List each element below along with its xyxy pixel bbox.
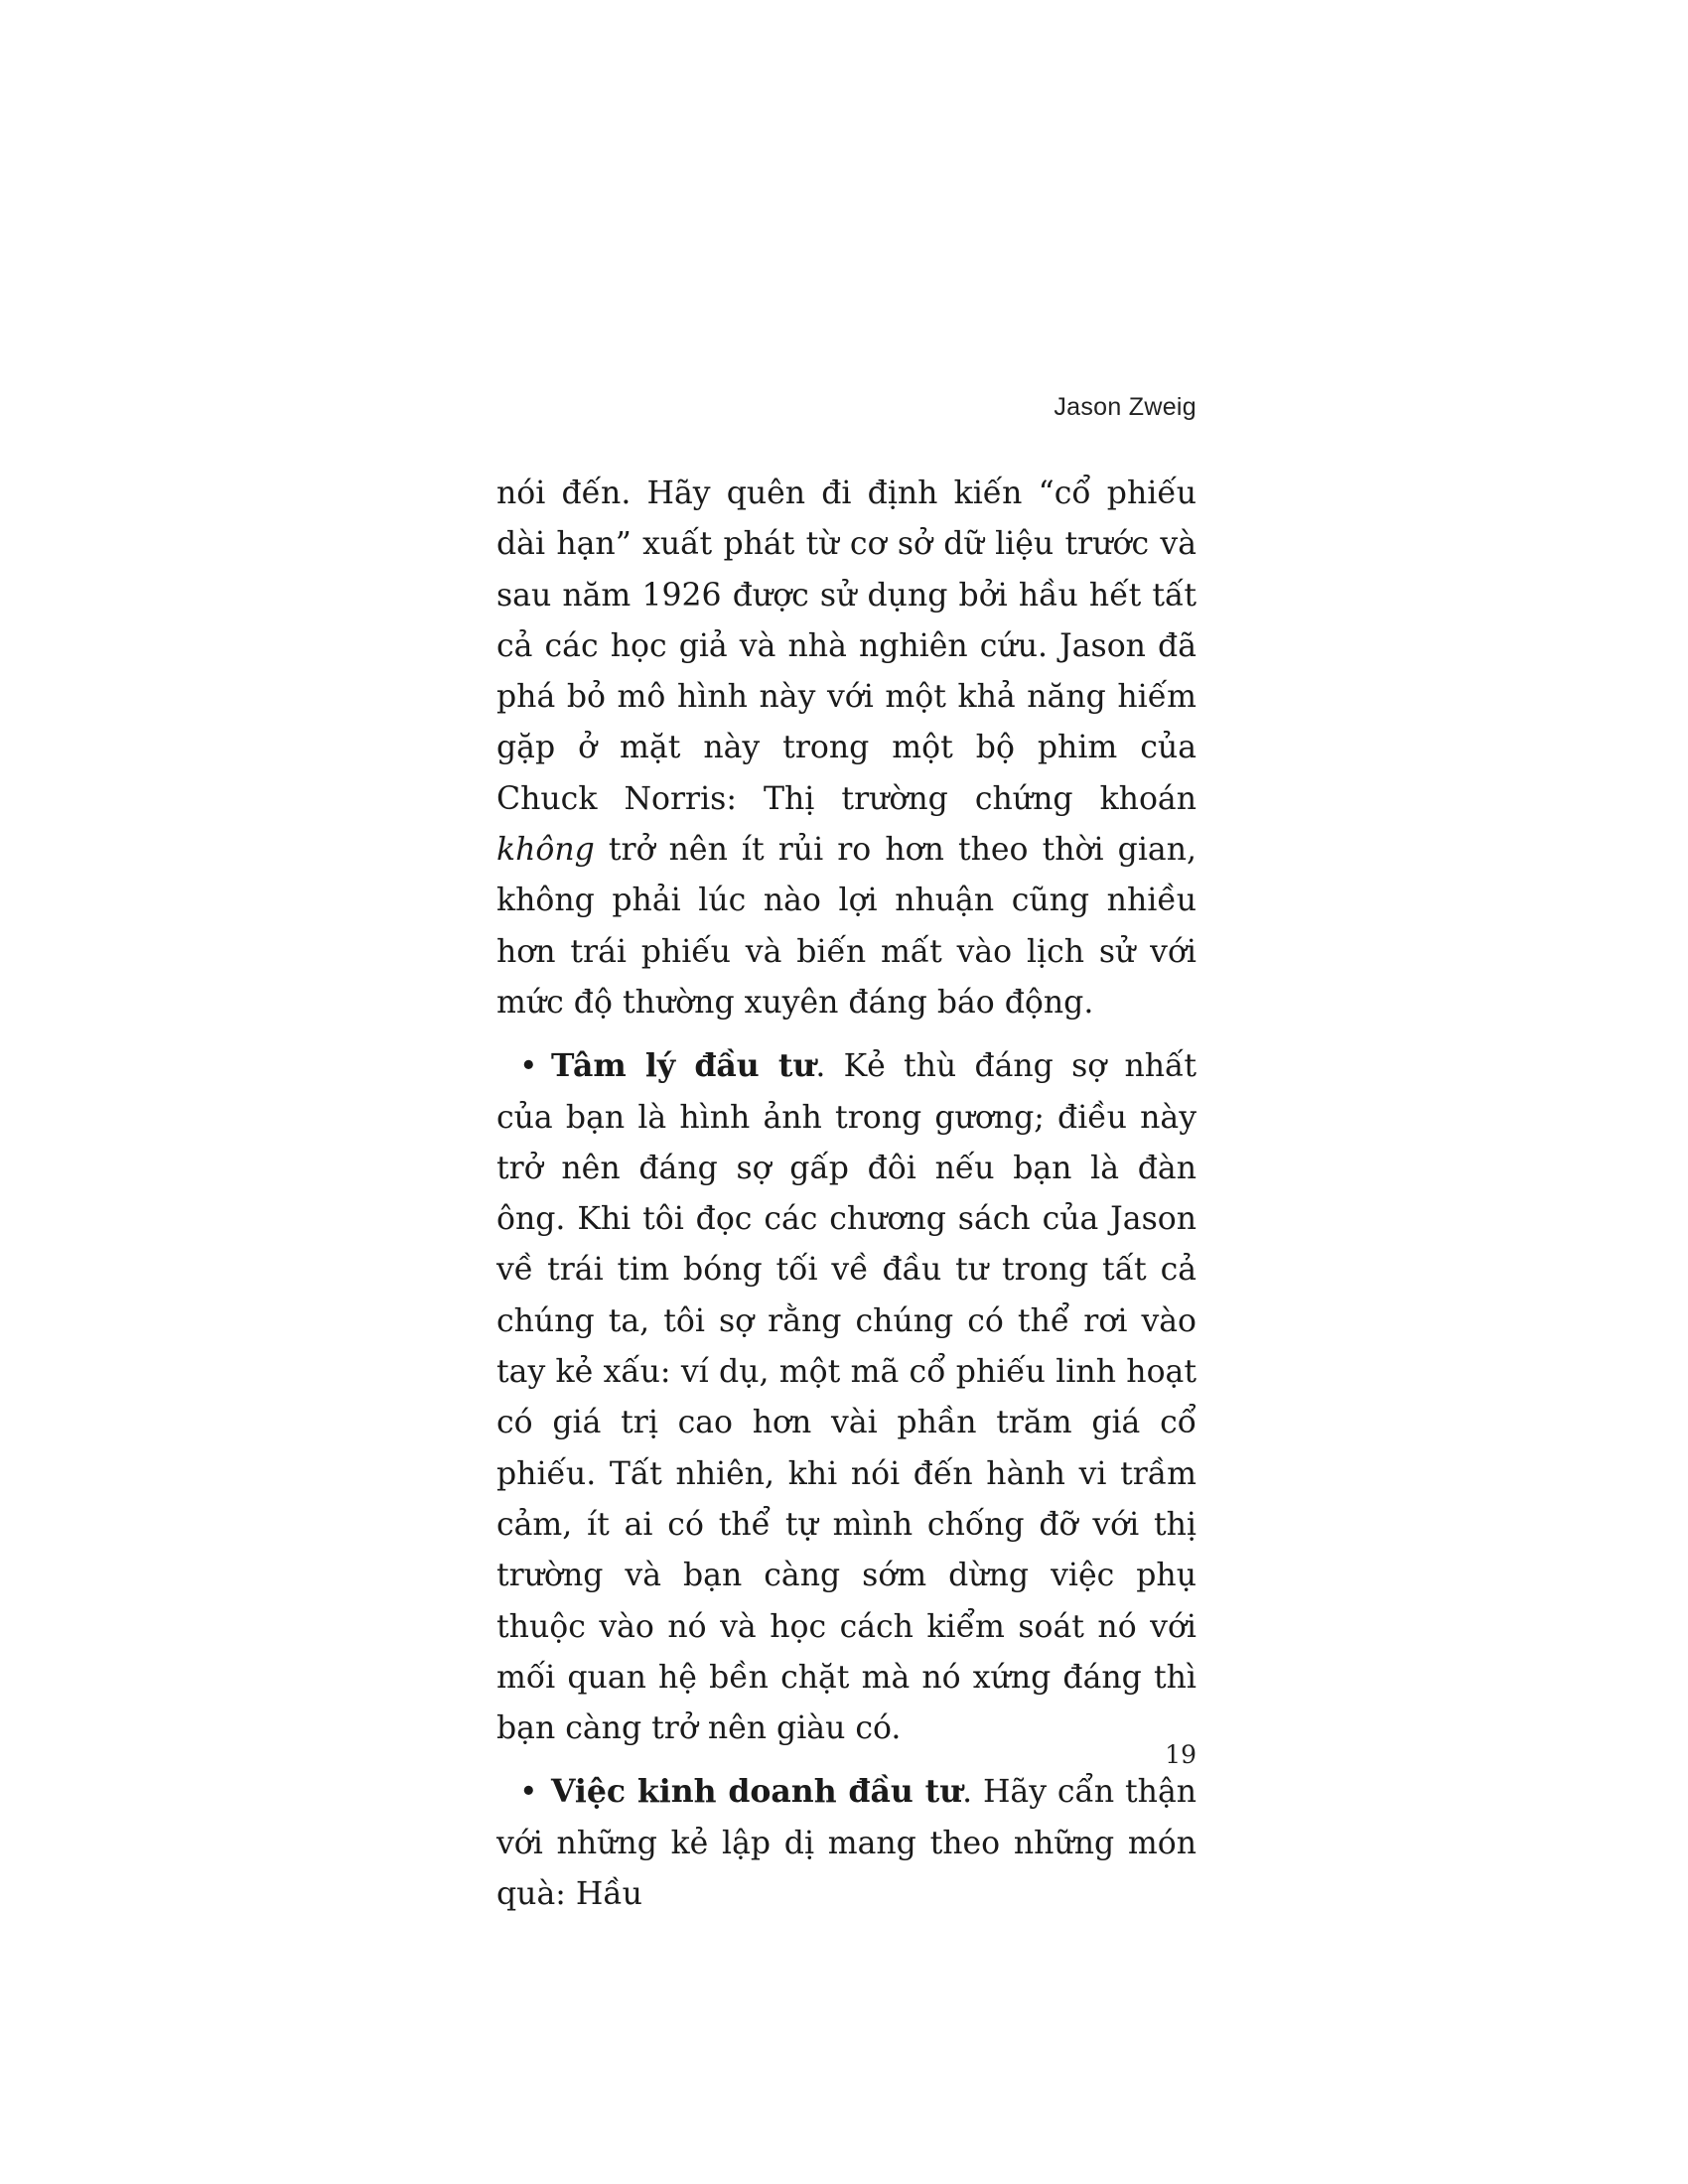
running-header-author: Jason Zweig bbox=[1054, 393, 1196, 421]
paragraph-2-text: . Kẻ thù đáng sợ nhất của bạn là hình ảnh trong gương; điều này trở nên đáng sợ gấp đôi nếu bạn là đàn ông. Khi tôi đọc các chương sách của Jason về trái tim bóng tối về đầu tư trong tất cả chúng ta, tôi sợ rằng chúng có thể rơi vào tay kẻ xấu: ví dụ, một mã cổ phiếu linh hoạt có giá trị cao hơn vài phần trăm giá cổ phiếu. Tất nhiên, khi nói đến hành vi trầm cảm, ít ai có thể tự mình chống đỡ với thị trường và bạn càng sớm dừng việc phụ thuộc vào nó và học cách kiểm soát nó với mối quan hệ bền chặt mà nó xứng đáng thì bạn càng trở nên giàu có. bbox=[496, 1048, 1196, 1747]
section-lead-investment-business: Việc kinh doanh đầu tư bbox=[551, 1773, 963, 1811]
paragraph-3 bbox=[496, 1766, 1196, 1920]
paragraph-2 bbox=[496, 1040, 1196, 1754]
paragraph-3-text: . Hãy cẩn thận với những kẻ lập dị mang theo những món quà: Hầu bbox=[496, 1774, 1197, 1913]
emphasis-word: không bbox=[496, 832, 595, 869]
body-text bbox=[496, 469, 1196, 1920]
bullet-icon: • bbox=[519, 1048, 538, 1085]
paragraph-1 bbox=[496, 469, 1196, 1028]
section-lead-investment-psychology: Tâm lý đầu tư bbox=[551, 1047, 816, 1085]
paragraph-1-text-cont: trở nên ít rủi ro hơn theo thời gian, không phải lúc nào lợi nhuận cũng nhiều hơn trái phiếu và biến mất vào lịch sử với mức độ thường xuyên đáng báo động. bbox=[496, 832, 1196, 1021]
paragraph-1-text: nói đến. Hãy quên đi định kiến “cổ phiếu dài hạn” xuất phát từ cơ sở dữ liệu trước và sau năm 1926 được sử dụng bởi hầu hết tất cả các học giả và nhà nghiên cứu. Jason đã phá bỏ mô hình này với một khả năng hiếm gặp ở mặt này trong một bộ phim của Chuck Norris: Thị trường chứng khoán bbox=[496, 476, 1196, 817]
page-number: 19 bbox=[1165, 1740, 1196, 1769]
bullet-icon: • bbox=[519, 1774, 538, 1811]
